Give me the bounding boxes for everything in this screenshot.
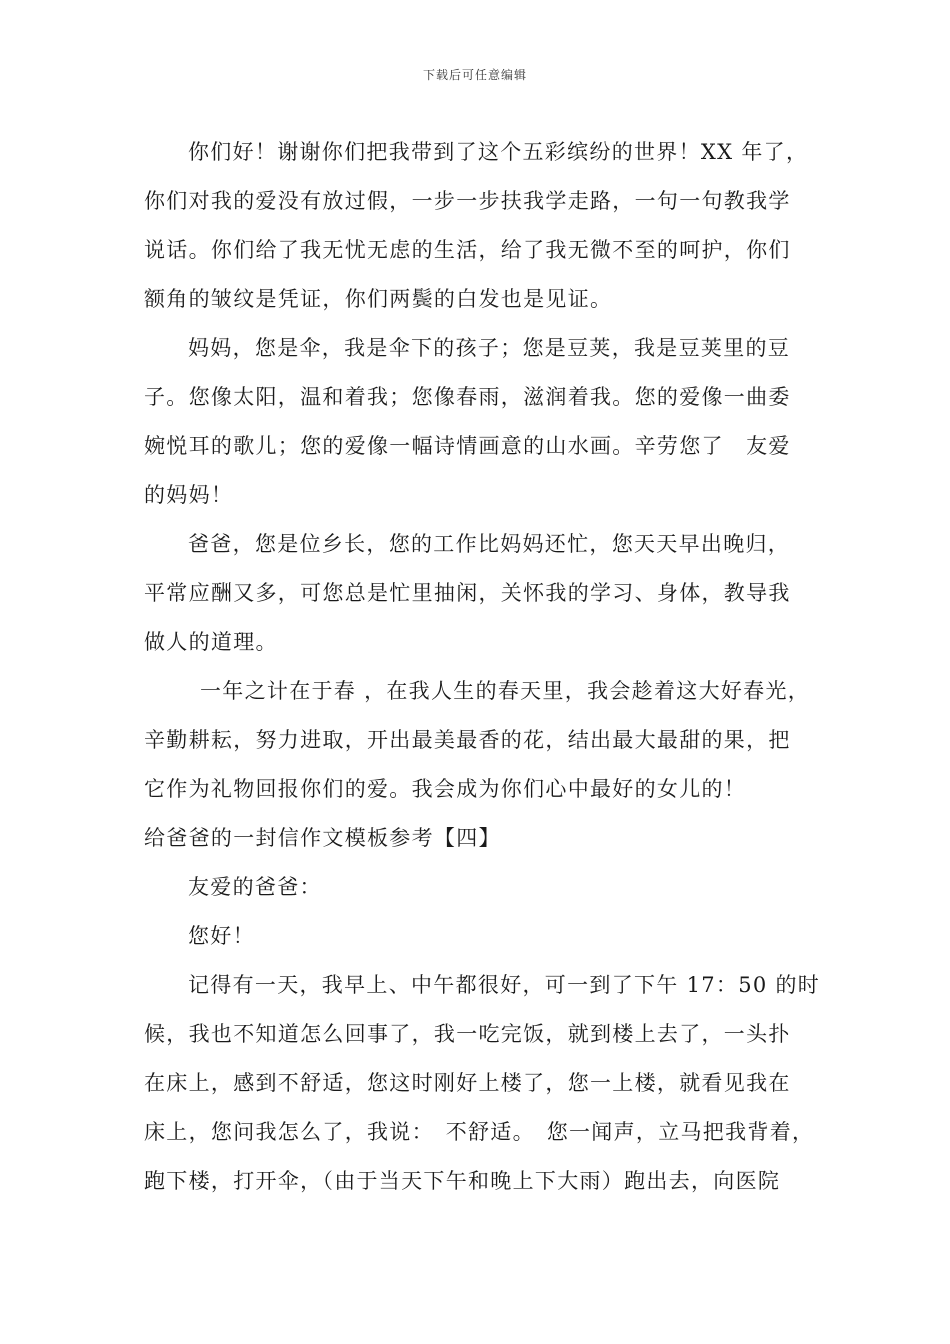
text-line: 说话。你们给了我无忧无虑的生活，给了我无微不至的呵护，你们 <box>144 238 791 262</box>
text-line: 候，我也不知道怎么回事了，我一吃完饭，就到楼上去了，一头扑 <box>144 1022 791 1046</box>
section-heading <box>144 814 810 863</box>
paragraph-spring <box>144 667 810 814</box>
text-line: 妈妈，您是伞，我是伞下的孩子；您是豆荚，我是豆荚里的豆 <box>188 336 791 360</box>
document-body <box>144 128 821 1206</box>
text-line: 您好！ <box>188 924 255 948</box>
paragraph-greeting <box>144 128 810 324</box>
letter-salutation <box>144 863 810 912</box>
text-line: 做人的道理。 <box>144 630 278 654</box>
paragraph-memory <box>144 961 821 1206</box>
text-line: 记得有一天，我早上、中午都很好，可一到了下午 17：50 的时 <box>188 973 821 997</box>
text-line: 的妈妈！ <box>144 483 234 507</box>
paragraph-mother <box>144 324 810 520</box>
text-line: 额角的皱纹是凭证，你们两鬓的白发也是见证。 <box>144 287 613 311</box>
text-line: 友爱的爸爸： <box>188 875 322 899</box>
text-line: 你们好！谢谢你们把我带到了这个五彩缤纷的世界！XX 年了， <box>188 140 809 164</box>
paragraph-father <box>144 520 810 667</box>
text-line: 在床上，感到不舒适，您这时刚好上楼了，您一上楼，就看见我在 <box>144 1071 791 1095</box>
text-line: 跑下楼，打开伞，（由于当天下午和晚上下大雨）跑出去，向医院 <box>144 1169 781 1193</box>
text-line: 爸爸，您是位乡长，您的工作比妈妈还忙，您天天早出晚归， <box>188 532 791 556</box>
section-title: 给爸爸的一封信作文模板参考【四】 <box>144 826 501 850</box>
text-line: 一年之计在于春 ，在我人生的春天里，我会趁着这大好春光， <box>200 679 811 703</box>
text-line: 辛勤耕耘，努力进取，开出最美最香的花，结出最大最甜的果，把 <box>144 728 791 752</box>
text-line: 它作为礼物回报你们的爱。我会成为你们心中最好的女儿的！ <box>144 777 747 801</box>
text-line: 子。您像太阳，温和着我；您像春雨，滋润着我。您的爱像一曲委 <box>144 385 791 409</box>
text-line: 婉悦耳的歌儿；您的爱像一幅诗情画意的山水画。辛劳您了 友爱 <box>144 434 791 458</box>
text-line: 你们对我的爱没有放过假，一步一步扶我学走路，一句一句教我学 <box>144 189 791 213</box>
letter-greeting <box>144 912 810 961</box>
text-line: 平常应酬又多，可您总是忙里抽闲，关怀我的学习、身体，教导我 <box>144 581 791 605</box>
page-header: 下载后可任意编辑 <box>422 68 527 82</box>
text-line: 床上，您问我怎么了，我说： 不舒适。 您一闻声，立马把我背着， <box>144 1120 815 1144</box>
